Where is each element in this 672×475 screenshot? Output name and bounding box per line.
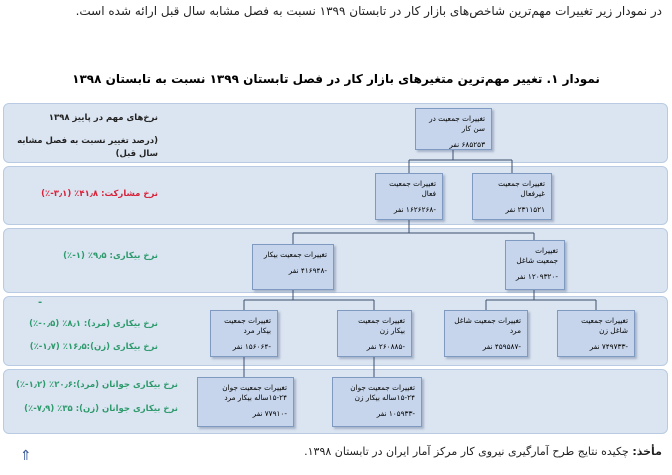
side-header-line1: نرخ‌های مهم در پاییز ۱۳۹۸ bbox=[48, 113, 158, 123]
youth-unemployment-male-label: نرخ بیکاری جوانان (مرد):۲۰٫۶٪ (۱٫۲-٪) bbox=[15, 380, 178, 390]
unemployment-female-label: نرخ بیکاری (زن):۱۶٫۵٪ (۱٫۷-٪) bbox=[29, 342, 158, 352]
box-employed-population bbox=[505, 240, 565, 290]
figure-title: نمودار ۱. تغییر مهم‌ترین متغیرهای بازار کار در فصل تابستان ۱۳۹۹ نسبت به تابستان ۱۳۹۸ bbox=[72, 72, 600, 86]
up-arrow-icon[interactable]: ⇑ bbox=[20, 448, 32, 464]
participation-rate-label: نرخ مشارکت: ۴۱٫۸٪ (۳٫۱-٪) bbox=[41, 189, 158, 199]
box-value: -۱۲۰۹۳۲۰ نفر bbox=[515, 272, 558, 281]
box-title: تغییرات جمعیت فعال bbox=[389, 179, 436, 198]
box-title: تغییرات جمعیت جوان ۲۴-۱۵ساله بیکار زن bbox=[350, 383, 415, 402]
box-title: تغییرات جمعیت غیرفعال bbox=[498, 179, 545, 198]
box-title: تغییرات جمعیت بیکار مرد bbox=[224, 316, 271, 335]
source-text: چکیده نتایج طرح آمارگیری نیروی کار مرکز آمار ایران در تابستان ۱۳۹۸. bbox=[304, 445, 629, 458]
box-value: ۶۸۵۲۵۳ نفر bbox=[449, 140, 485, 149]
box-value: -۷۷۹۱۰ نفر bbox=[252, 409, 287, 418]
box-value: -۷۴۹۷۳۳ نفر bbox=[589, 342, 628, 351]
source-note bbox=[304, 445, 662, 458]
side-header-line2: (درصد تغییر نسبت به فصل مشابه سال قبل) bbox=[17, 136, 158, 159]
box-value: -۴۵۹۵۸۷ نفر bbox=[482, 342, 521, 351]
box-title: تغییرات جمعیت بیکار زن bbox=[358, 316, 405, 335]
box-value: ۲۳۱۱۵۲۱ نفر bbox=[505, 205, 545, 214]
box-unemployed-population bbox=[252, 244, 334, 290]
box-value: -۱۵۶۰۶۴ نفر bbox=[232, 342, 271, 351]
intro-text: در نمودار زیر تغییرات مهم‌ترین شاخص‌های بازار کار در تابستان ۱۳۹۹ نسبت به فصل مشابه سال قبل ارائه شده است. bbox=[75, 4, 662, 18]
box-youth-unemployed-male bbox=[197, 377, 294, 427]
box-title: تغییرات جمعیت بیکار bbox=[263, 250, 327, 259]
box-title: تغییرات جمعیت شاغل مرد bbox=[454, 316, 521, 335]
dash-mark: - bbox=[38, 297, 43, 308]
box-youth-unemployed-female bbox=[332, 377, 422, 427]
box-title: تغییرات جمعیت در سن کار bbox=[429, 114, 485, 133]
box-title: تغییرات جمعیت جوان ۲۴-۱۵ساله بیکار مرد bbox=[222, 383, 287, 402]
box-working-age-population bbox=[415, 108, 492, 150]
box-employed-male bbox=[444, 310, 528, 357]
box-unemployed-female bbox=[337, 310, 412, 357]
box-value: -۱۰۵۹۳۳ نفر bbox=[376, 409, 415, 418]
box-value: -۱۶۲۶۲۶۸ نفر bbox=[393, 205, 436, 214]
box-title: تغییرات جمعیت شاغل bbox=[516, 246, 558, 265]
side-header bbox=[8, 112, 158, 161]
box-active-population bbox=[375, 173, 443, 220]
box-value: -۲۶۰۸۸۵ نفر bbox=[366, 342, 405, 351]
unemployment-male-label: نرخ بیکاری (مرد): ۸٫۱٪ (۰٫۵-٪) bbox=[29, 319, 158, 329]
box-value: -۴۱۶۹۴۸ نفر bbox=[288, 266, 327, 275]
box-employed-female bbox=[557, 310, 635, 357]
youth-unemployment-female-label: نرخ بیکاری جوانان (زن): ۳۵٪ (۷٫۹-٪) bbox=[24, 404, 178, 414]
box-inactive-population bbox=[472, 173, 552, 220]
box-unemployed-male bbox=[210, 310, 278, 357]
source-label: مأخذ: bbox=[632, 445, 662, 458]
unemployment-rate-label: نرخ بیکاری: ۹٫۵٪ (۱-٪) bbox=[63, 251, 158, 261]
box-title: تغییرات جمعیت شاغل زن bbox=[581, 316, 628, 335]
